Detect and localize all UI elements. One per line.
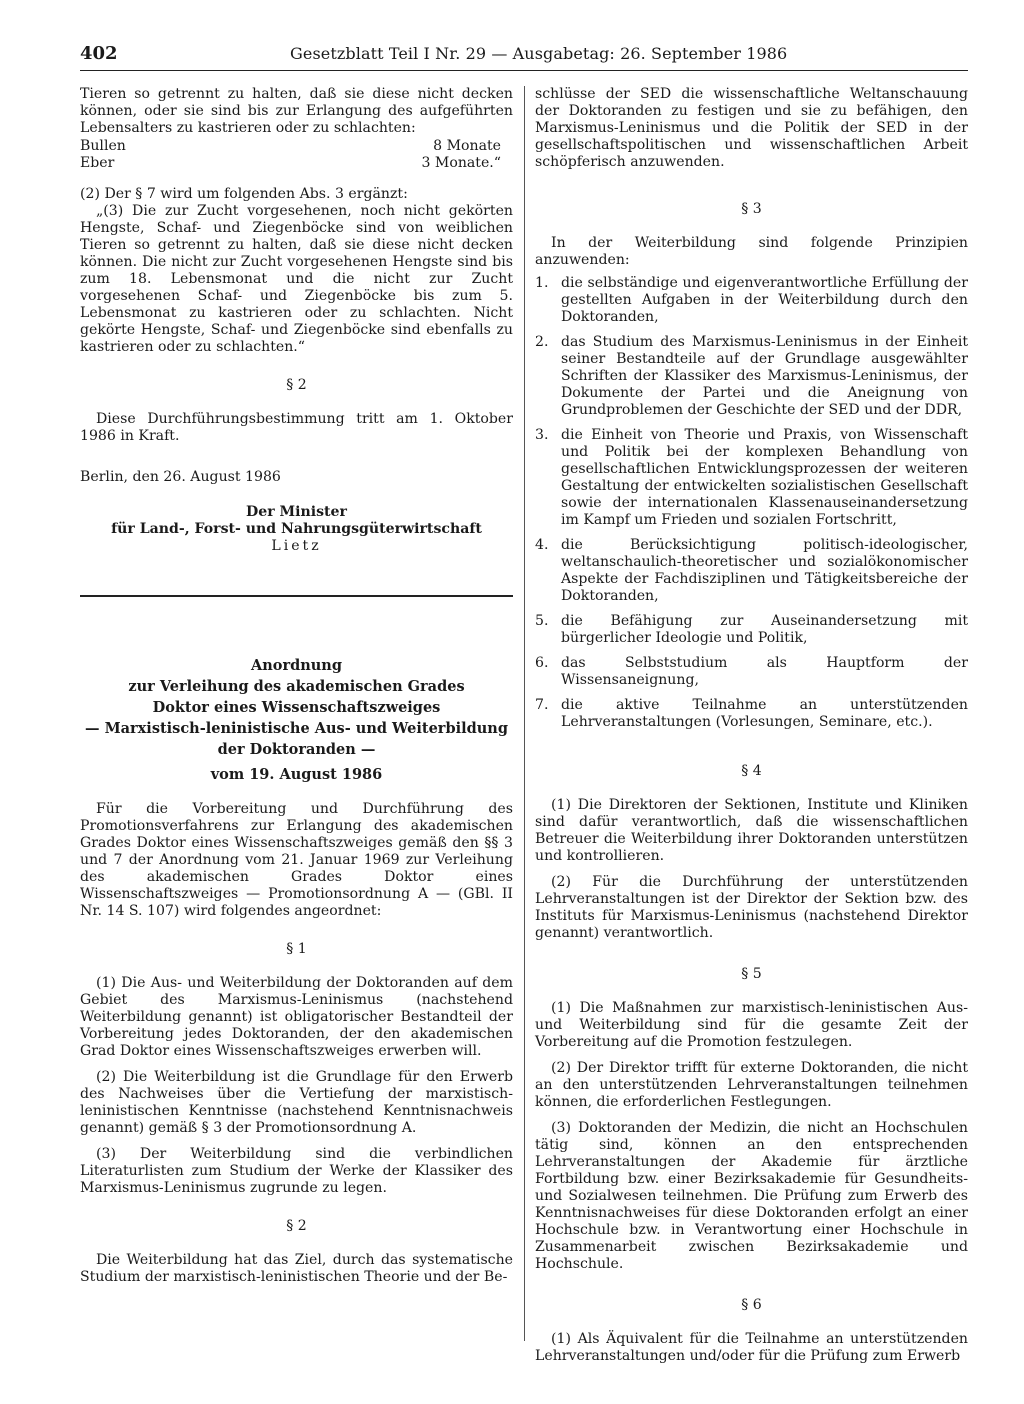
- animal-age: 3 Monate.“: [421, 155, 501, 171]
- list-text: die Einheit von Theorie und Praxis, von Wissenschaft und Politik bei der komplexen Behandlung von gesellschaftlichen Entwicklungsprozessen der weiteren Gestaltung der entwickelten sozialistischen Gesellschaft sowie der internationalen Klassenauseinandersetzung im Kampf um Frieden und sozialen Fortschritt,: [561, 427, 968, 528]
- list-item: [535, 655, 968, 689]
- list-text: die aktive Teilnahme an unterstützenden Lehrveranstaltungen (Vorlesungen, Seminare, etc.).: [561, 697, 968, 730]
- ordinance-title-line: Anordnung: [250, 657, 342, 674]
- header-rule: [80, 70, 968, 71]
- paragraph: (2) Der Direktor trifft für externe Doktoranden, die nicht an den unterstützenden Lehrveranstaltungen teilnehmen können, die erforderlichen Festlegungen.: [535, 1060, 968, 1110]
- paragraph: (2) Für die Durchführung der unterstützenden Lehrveranstaltungen ist der Direktor der Sektion bzw. des Instituts für Marxismus-Leninismus (nachstehend Direktor genannt) verantwortlich.: [535, 874, 968, 941]
- page-number: 402: [80, 43, 118, 64]
- animal-row: [80, 155, 513, 172]
- list-text: die Berücksichtigung politisch-ideologischer, weltanschaulich-theoretischer und sozialökonomischer Aspekte der Fachdisziplinen und Tätigkeitsbereiche der Doktoranden,: [561, 537, 968, 604]
- section-heading: § 1: [286, 941, 307, 957]
- section-heading: § 5: [741, 966, 762, 982]
- list-number: 5.: [535, 613, 549, 629]
- animal-name: Bullen: [80, 138, 126, 154]
- ordinance-title-line: — Marxistisch-leninistische Aus- und Weiterbildung: [85, 720, 508, 737]
- list-number: 2.: [535, 334, 549, 350]
- left-column: [80, 86, 513, 1286]
- amendment-text: „(3) Die zur Zucht vorgesehenen, noch nicht gekörten Hengste, Schaf- und Ziegenböcke sind von weiblichen Tieren so getrennt zu halten, daß sie diese nicht decken können. Die nicht zur Zucht vorgesehenen Hengste sind bis zum 18. Lebensmonat und die nicht zur Zucht vorgesehenen Schaf- und Ziegenböcke bis zum 5. Lebensmonat zu kastrieren oder zu schlachten. Nicht gekörte Hengste, Schaf- und Ziegenböcke sind ebenfalls zu kastrieren oder zu schlachten.“: [80, 203, 513, 355]
- ordinance-title-line: der Doktoranden —: [217, 741, 376, 758]
- list-number: 4.: [535, 537, 549, 553]
- animal-row: [80, 138, 513, 155]
- ordinance-title: [80, 655, 513, 785]
- section-separator: [80, 595, 513, 597]
- right-column: [535, 86, 968, 1365]
- list-text: das Studium des Marxismus-Leninismus in der Einheit seiner Bestandteile auf der Grundlage ausgewählter Schriften der Klassiker des Marxismus-Leninismus, der Dokumente der Partei und die Aneignung von Grundproblemen der Geschichte der SED und der DDR,: [561, 334, 968, 418]
- continued-paragraph: schlüsse der SED die wissenschaftliche Weltanschauung der Doktoranden zu festigen und sie zu befähigen, den Marxismus-Leninismus und die Politik der SED in der gesellschaftspolitischen und wissenschaftlichen Arbeit schöpferisch anzuwenden.: [535, 86, 968, 170]
- signature-name: Lietz: [271, 538, 322, 554]
- signature-ministry: für Land-, Forst- und Nahrungsgüterwirtschaft: [111, 521, 482, 537]
- list-text: die Befähigung zur Auseinandersetzung mit bürgerlicher Ideologie und Politik,: [561, 613, 968, 646]
- ordinance-title-line: Doktor eines Wissenschaftszweiges: [152, 699, 441, 716]
- animal-age: 8 Monate: [433, 138, 501, 154]
- list-item: [535, 334, 968, 419]
- list-text: die selbständige und eigenverantwortliche Erfüllung der gestellten Aufgaben in der Weiterbildung durch den Doktoranden,: [561, 275, 968, 325]
- paragraph: (1) Die Maßnahmen zur marxistisch-leninistischen Aus- und Weiterbildung sind für die gesamte Zeit der Vorbereitung auf die Promotion festzulegen.: [535, 1000, 968, 1050]
- paragraph: (1) Die Direktoren der Sektionen, Institute und Kliniken sind dafür verantwortlich, daß die wissenschaftlichen Betreuer die Weiterbildung ihrer Doktoranden unterstützen und kontrollieren.: [535, 797, 968, 864]
- paragraph: (2) Die Weiterbildung ist die Grundlage für den Erwerb des Nachweises über die Vertiefung der marxistisch-leninistischen Kenntnisse (nachstehend Kenntnisnachweis genannt) gemäß § 3 der Promotionsordnung A.: [80, 1069, 513, 1136]
- section-heading: § 2: [286, 1218, 307, 1234]
- amendment-intro: (2) Der § 7 wird um folgenden Abs. 3 ergänzt:: [80, 186, 408, 202]
- section-heading: § 6: [741, 1297, 762, 1313]
- principles-list: [535, 275, 968, 731]
- continued-paragraph: Tieren so getrennt zu halten, daß sie diese nicht decken können, oder sie sind bis zur Erlangung des aufgeführten Lebensalters zu kastrieren oder zu schlachten:: [80, 86, 513, 136]
- ordinance-title-line: zur Verleihung des akademischen Grades: [128, 678, 465, 695]
- place-date: Berlin, den 26. August 1986: [80, 469, 281, 485]
- list-item: [535, 427, 968, 529]
- section-heading: § 2: [286, 377, 307, 393]
- ordinance-date: vom 19. August 1986: [210, 766, 383, 783]
- section-text: Diese Durchführungsbestimmung tritt am 1. Oktober 1986 in Kraft.: [80, 411, 513, 444]
- paragraph: (1) Als Äquivalent für die Teilnahme an unterstützenden Lehrveranstaltungen und/oder für die Prüfung zum Erwerb: [535, 1331, 968, 1364]
- list-item: [535, 537, 968, 605]
- column-divider: [524, 86, 525, 1341]
- animal-name: Eber: [80, 155, 115, 171]
- list-number: 3.: [535, 427, 549, 443]
- section-heading: § 3: [741, 201, 762, 217]
- paragraph: (3) Der Weiterbildung sind die verbindlichen Literaturlisten zum Studium der Werke der Klassiker des Marxismus-Leninismus zugrunde zu legen.: [80, 1146, 513, 1196]
- list-item: [535, 613, 968, 647]
- page-header: [80, 43, 968, 67]
- list-item: [535, 275, 968, 326]
- section-heading: § 4: [741, 763, 762, 779]
- list-item: [535, 697, 968, 731]
- list-number: 7.: [535, 697, 549, 713]
- paragraph: (1) Die Aus- und Weiterbildung der Doktoranden auf dem Gebiet des Marxismus-Leninismus (nachstehend Weiterbildung genannt) ist obligatorischer Bestandteil der Vorbereitung jedes Doktoranden, der den akademischen Grad Doktor eines Wissenschaftszweiges erwerben will.: [80, 975, 513, 1059]
- list-number: 1.: [535, 275, 549, 291]
- signature-title: Der Minister: [246, 504, 347, 520]
- paragraph: Die Weiterbildung hat das Ziel, durch das systematische Studium der marxistisch-leninistischen Theorie und der Be-: [80, 1252, 513, 1285]
- preamble: Für die Vorbereitung und Durchführung des Promotionsverfahrens zur Erlangung des akademischen Grades Doktor eines Wissenschaftszweiges gemäß den §§ 3 und 7 der Anordnung vom 21. Januar 1969 zur Verleihung des akademischen Grades Doktor eines Wissenschaftszweiges — Promotionsordnung A — (GBl. II Nr. 14 S. 107) wird folgendes angeordnet:: [80, 801, 513, 919]
- section-intro: In der Weiterbildung sind folgende Prinzipien anzuwenden:: [535, 235, 968, 268]
- list-number: 6.: [535, 655, 549, 671]
- publication-title: Gesetzblatt Teil I Nr. 29 — Ausgabetag: 26. September 1986: [290, 44, 788, 63]
- list-text: das Selbststudium als Hauptform der Wissensaneignung,: [561, 655, 968, 688]
- paragraph: (3) Doktoranden der Medizin, die nicht an Hochschulen tätig sind, können an den entsprechenden Lehrveranstaltungen der Akademie für ärztliche Fortbildung bzw. einer Bezirksakademie für Gesundheits- und Sozialwesen teilnehmen. Die Prüfung zum Erwerb des Kenntnisnachweises für diese Doktoranden erfolgt an einer Hochschule bzw. in Verantwortung einer Hochschule in Zusammenarbeit zwischen Bezirksakademie und Hochschule.: [535, 1120, 968, 1272]
